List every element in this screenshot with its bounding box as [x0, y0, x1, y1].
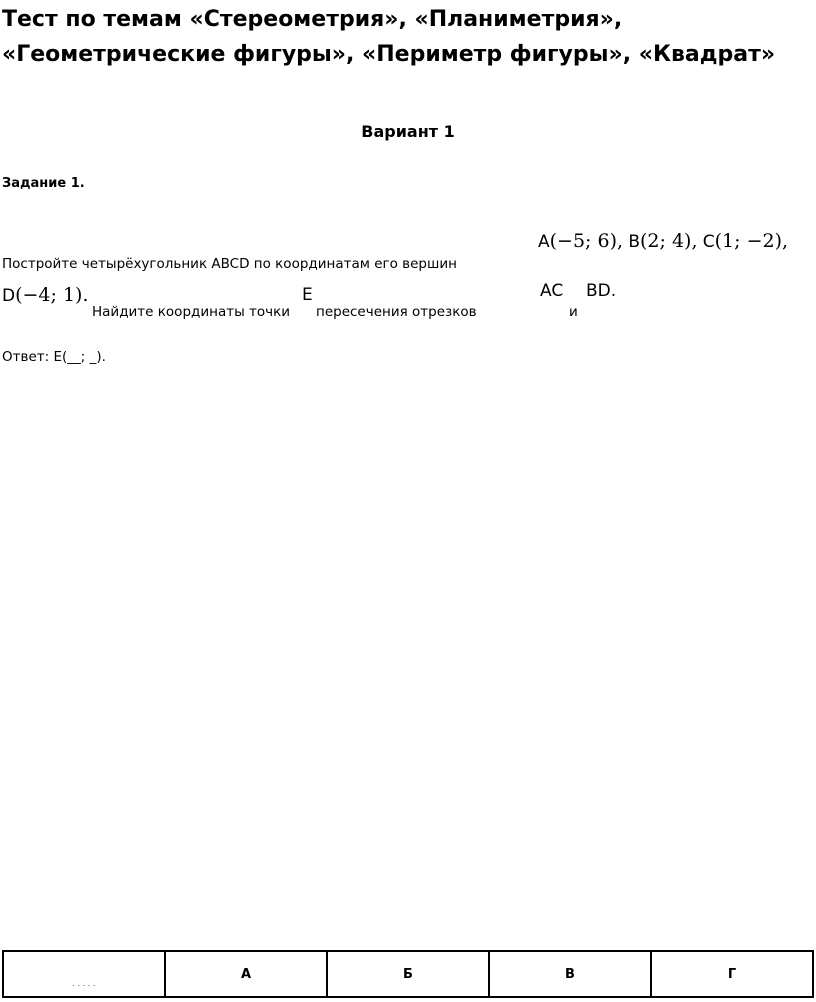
task-label: Задание 1.	[2, 176, 85, 191]
answer-table-row	[3, 951, 813, 997]
point-c-coords: (1; −2),	[714, 230, 789, 252]
point-d-label: D	[2, 286, 16, 306]
point-b-label: B	[628, 232, 640, 252]
point-e-label: E	[302, 285, 313, 305]
segment-ac-label: AC	[540, 281, 564, 301]
answer-cell-b: Б	[327, 951, 489, 997]
point-a-label: A	[538, 232, 550, 252]
point-c-label: C	[702, 232, 715, 252]
task-question-cont: пересечения отрезков	[316, 304, 477, 320]
answer-cell-blank: . . . . .	[3, 951, 165, 997]
variant-heading: Вариант 1	[361, 122, 455, 141]
point-d	[2, 284, 89, 307]
point-b-coords: (2; 4),	[640, 230, 698, 252]
task-instruction: Постройте четырёхугольник ABCD по координатам его вершин	[2, 256, 457, 272]
segment-ac	[540, 280, 563, 302]
point-d-coords: (−4; 1).	[15, 284, 89, 306]
answer-table	[2, 950, 814, 998]
segment-bd	[586, 280, 616, 302]
answer-cell-g: Г	[651, 951, 813, 997]
task-question: Найдите координаты точки	[92, 304, 291, 320]
answer-line: Ответ: E(__; _).	[2, 349, 106, 365]
point-e	[302, 284, 313, 306]
conjunction-and: и	[569, 304, 578, 320]
answer-cell-a: А	[165, 951, 327, 997]
segment-bd-label: BD.	[586, 281, 617, 301]
page-title: Тест по темам «Стереометрия», «Планиметрия», «Геометрические фигуры», «Периметр фигуры», «Квадрат»	[2, 7, 776, 67]
answer-cell-v: В	[489, 951, 651, 997]
point-a-coords: (−5; 6),	[549, 230, 624, 252]
points-abc	[538, 230, 788, 253]
